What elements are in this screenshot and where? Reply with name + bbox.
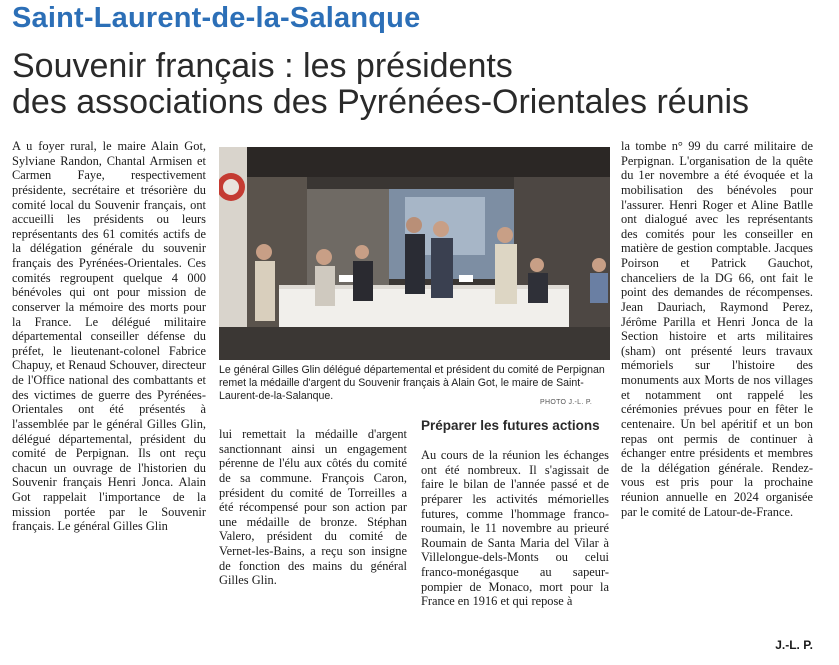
body-column-4: la tombe n° 99 du carré militaire de Perpignan. L'organisation de la quête du 1er novembre a été évoquée et la mobilisation des bénévoles pour l'assurer. Henri Roger et Aline Batlle ont dialogué avec les représentants des comités pour les conseiller en matière de gestion comptable. Jacques Poirson et Patrick Gauchot, chanceliers de la DG 66, ont fait le point des demandes de récompenses. Jean Dauriach, Raymond Perez, Jérôme Parilla et Henri Jonca de la Section histoire et arts militaires (sham) ont présenté leurs travaux mémoriels sur l'histoire des monuments aux Morts de nos villages et notamment ont rappelé les cérémonies prévues pour en fêter le centenaire. Un bel apéritif et un bon repas ont permis de continuer à échanger entre présidents et membres de la délégation générale. Rendez-vous est pris pour la prochaine réunion annuelle en 2024 organisée par le comité de Latour-de-France. bbox=[621, 139, 813, 519]
body-column-2: lui remettait la médaille d'argent sanctionnant ainsi un engagement pérenne de l'élu aux côtés du comité de sa commune. François Caron, président du comité de Torreilles a été récompensé pour son action par une médaille de bronze. Stéphan Valero, président du comité de Vernet-les-Bains, a reçu son insigne de fonction des mains du général Gilles Glin. bbox=[219, 427, 407, 588]
photo-caption: Le général Gilles Glin délégué départemental et président du comité de Perpignan remet la médaille d'argent du Souvenir français à Alain Got, le maire de Saint-Laurent-de-la-Salanque. bbox=[219, 364, 605, 402]
ceremony-photo-illustration bbox=[219, 147, 610, 360]
body-column-1: A u foyer rural, le maire Alain Got, Sylviane Randon, Chantal Armisen et Carmen Faye, respectivement présidente, secrétaire et trésorière du comité local du Souvenir français, ont accueilli les présidents ou leurs représentants des 61 comités actifs de la délégation générale du souvenir français des Pyrénées-Orientales. Ces comités regroupent quelque 4 000 bénévoles qui ont pour mission de conserver la mémoire des morts pour la France. Le délégué militaire départemental conseiller défense du préfet, le lieutenant-colonel Fabrice Chapuy, et Renaud Schouver, directeur de l'Office national des combattants et des victimes de guerre des Pyrénées-Orientales ont été présentés à l'assemblée par le général Gilles Glin, délégué départemental, président du comité de Perpignan. Ils ont reçu chacun un ouvrage de l'historien du Souvenir français Henri Jonca. Alain Got rappelait l'importance de la mission portée par le Souvenir français. Le général Gilles Glin bbox=[12, 139, 206, 534]
section-subheading: Préparer les futures actions bbox=[421, 418, 600, 433]
photo-credit: PHOTO J.-L. P. bbox=[540, 399, 593, 406]
body-column-3: Au cours de la réunion les échanges ont été nombreux. Il s'agissait de faire le bilan de l'année passé et de préparer les activités mémorielles futures, comme l'hommage franco-roumain, le 11 novembre au prieuré Roumain de Santa Maria del Vilar à Villelongue-dels-Monts ou celui franco-monégasque au sapeur-pompier de Monaco, mort pour la France en 1916 et qui repose à bbox=[421, 448, 609, 609]
headline-line-2: des associations des Pyrénées-Orientales réunis bbox=[12, 83, 750, 121]
article-photo bbox=[219, 147, 610, 360]
headline-line-1: Souvenir français : les présidents bbox=[12, 47, 513, 85]
section-kicker: Saint-Laurent-de-la-Salanque bbox=[12, 2, 421, 34]
article-headline bbox=[12, 48, 749, 120]
author-signature: J.-L. P. bbox=[775, 638, 813, 652]
